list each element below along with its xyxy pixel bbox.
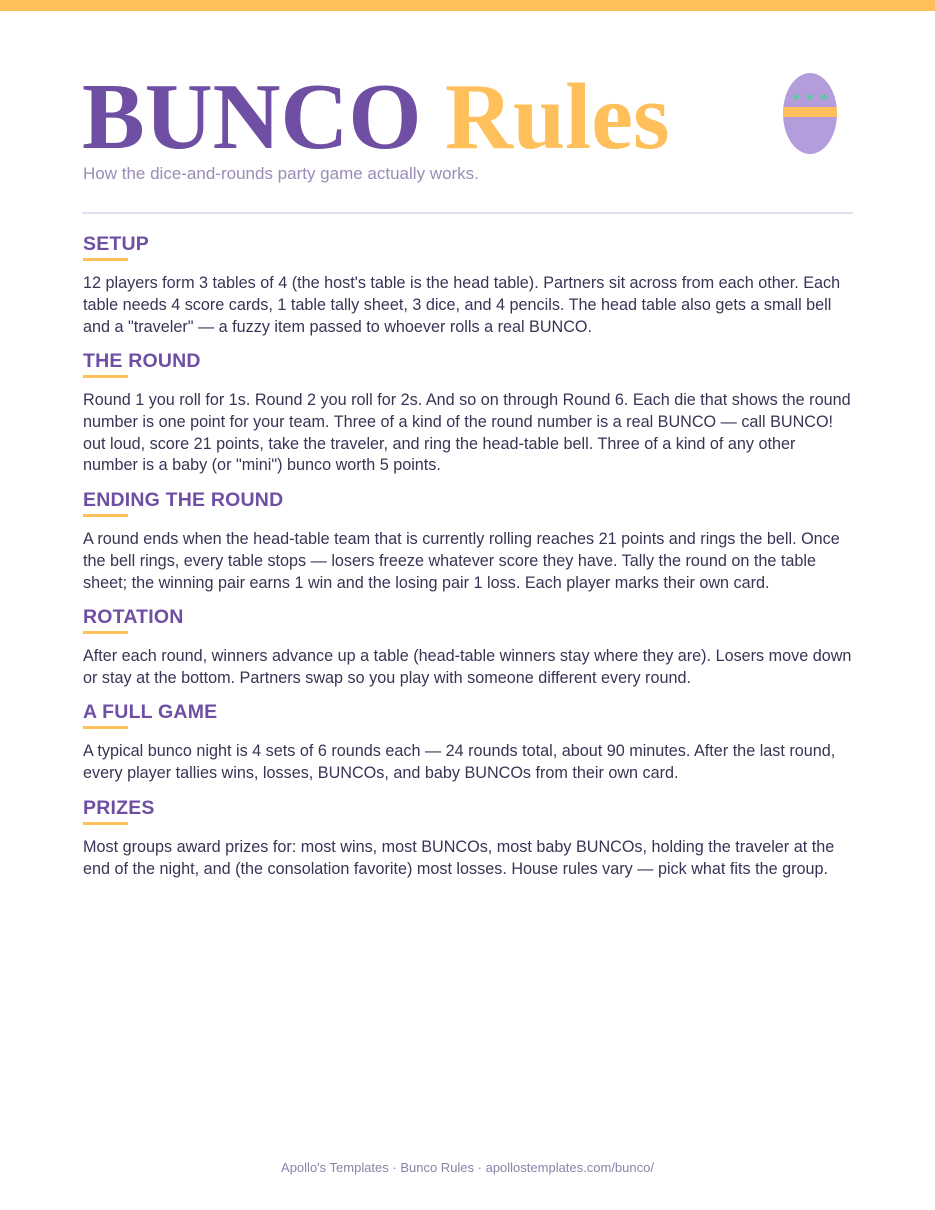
easter-egg-icon [783,73,837,154]
heading-underline [83,822,128,825]
section-body: Round 1 you roll for 1s. Round 2 you roll for 2s. And so on through Round 6. Each die that shows the round number is one point for your team. Three of a kind of the round number is a real BUNCO — call BUNCO! out loud, score 21 points, take the traveler, and ring the head-table bell. Three of a kind of any other number is a baby (or "mini") bunco worth 5 points. [83,391,851,475]
section-body: A typical bunco night is 4 sets of 6 rounds each — 24 rounds total, about 90 minutes. After the last round, every player tallies wins, losses, BUNCOs, and baby BUNCOs from their own card. [83,742,836,782]
section-ending-the-round [83,488,853,594]
top-accent-bar [0,0,935,11]
heading-underline [83,258,128,261]
section-rotation [83,605,853,690]
section-setup [83,232,853,338]
page-subtitle: How the dice-and-rounds party game actually works. [83,164,479,183]
section-a-full-game [83,700,853,785]
title-word-bunco: BUNCO [82,65,422,169]
heading-underline [83,631,128,634]
title-word-rules: Rules [444,65,670,169]
section-heading: A FULL GAME [83,701,218,723]
heading-underline [83,726,128,729]
section-heading: SETUP [83,233,150,255]
section-heading: ENDING THE ROUND [83,489,284,511]
page-title [82,62,670,172]
header-divider [82,212,853,214]
section-heading: THE ROUND [83,350,201,372]
section-body: A round ends when the head-table team that is currently rolling reaches 21 points and rings the bell. Once the bell rings, every table stops — losers freeze whatever score they have. Tally the round on the table sheet; the winning pair earns 1 win and the losing pair 1 loss. Each player marks their own card. [83,530,840,592]
heading-underline [83,375,128,378]
section-heading: PRIZES [83,797,155,819]
section-body: After each round, winners advance up a table (head-table winners stay where they are). Losers move down or stay at the bottom. Partners swap so you play with someone different every round. [83,647,852,687]
section-body: Most groups award prizes for: most wins, most BUNCOs, most baby BUNCOs, holding the traveler at the end of the night, and (the consolation favorite) most losses. House rules vary — pick what fits the group. [83,838,835,878]
heading-underline [83,514,128,517]
page-footer: Apollo's Templates · Bunco Rules · apollostemplates.com/bunco/ [281,1160,654,1175]
section-the-round [83,349,853,477]
section-heading: ROTATION [83,606,184,628]
section-prizes [83,796,853,881]
section-body: 12 players form 3 tables of 4 (the host's table is the head table). Partners sit across from each other. Each table needs 4 score cards, 1 table tally sheet, 3 dice, and 4 pencils. The head table also gets a small bell and a "traveler" — a fuzzy item passed to whoever rolls a real BUNCO. [83,274,841,336]
